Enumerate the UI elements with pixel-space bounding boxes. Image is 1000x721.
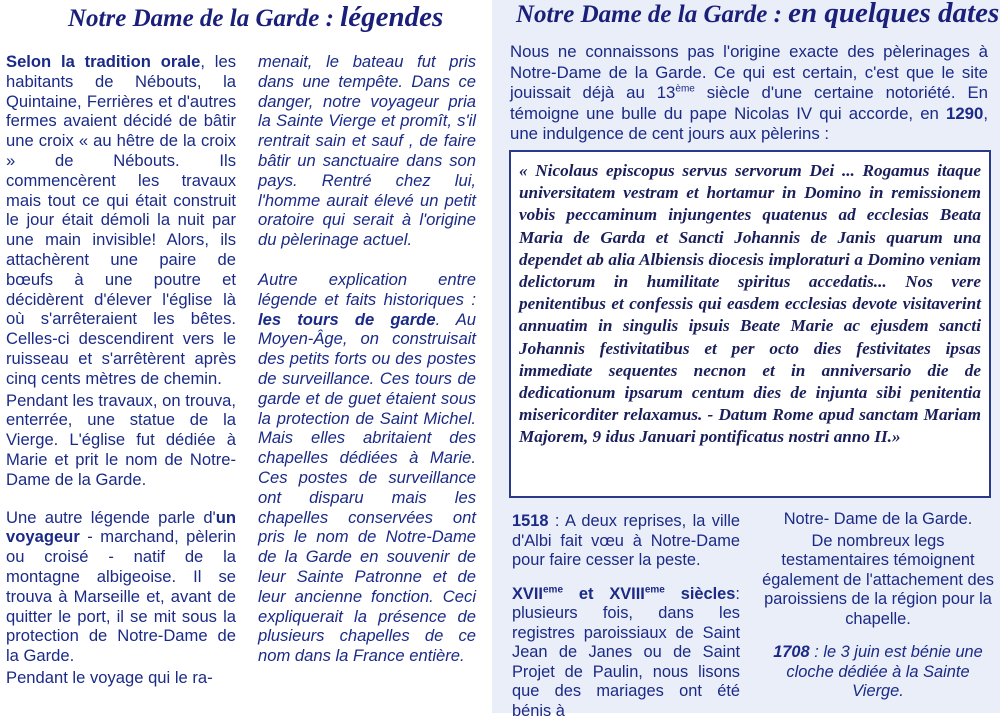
date-1518: 1518 (512, 512, 548, 530)
dates-title-emphasis: en quelques dates (788, 0, 999, 29)
century-18: et XVIII (563, 585, 645, 603)
legends-paragraph-4: Pendant le voyage qui le ra- (6, 668, 236, 688)
date-entry-centuries (512, 585, 740, 721)
legends-title-emphasis: légendes (340, 1, 443, 33)
centuries-text: : plusieurs fois, dans les registres paroissiaux de Saint Jean de Janes ou de Saint Projet de Paulin, nous lisons que des mariages ont été bénis à (512, 585, 740, 720)
legends-paragraph-6 (258, 270, 476, 666)
papal-bull-quote: « Nicolaus episcopus servus servorum Dei ... Rogamus itaque universitatem vestram et hortamur in Domino in remissionem vobis peccaminum injungentes quatenus ad ecclesias Beata Maria de Garda et Sancti Johannis de Janis quarum una dependet ab alia Albiensis diocesis imploraturi a Domino veniam delictorum in humilitate spiritus accedatis... Nos vere penitentibus et confessis qui easdem ecclesias devote visitaverint annuatim in singulis ipsuis Beate Marie ac ejusdem sancti Johannis festivitatibus et per octo dies festivitates ipsas immediate sequentes necnon et in anniversario die de dedicationum ipsarum centum dies de injunta sibi penitentia misericorditer relaxamus. - Datum Rome apud sanctam Mariam Majorem, 9 idus Januari pontificatus nostri anno II.» (519, 160, 981, 449)
date-1708-text: : le 3 juin est bénie une cloche dédiée à la Sainte Vierge. (786, 643, 982, 700)
intro-superscript: ème (675, 83, 694, 94)
intro-year: 1290 (946, 104, 983, 123)
legends-title (68, 2, 443, 34)
intro-text-b: siècle d'une certaine notoriété. En témoigne une bulle du pape Nicolas IV qui accorde, en (510, 83, 988, 123)
date-1708: 1708 (773, 643, 809, 661)
intro-text-c: , une indulgence de cent jours aux pèlerins : (510, 104, 988, 144)
century-17: XVII (512, 585, 543, 603)
century-17-sup: eme (543, 584, 563, 595)
papal-bull-quote-box (509, 150, 991, 498)
date-1518-text: : A deux reprises, la ville d'Albi fait vœu à Notre-Dame pour faire cesser la peste. (512, 512, 740, 569)
centuries-label (512, 585, 735, 603)
dates-paragraph-legacies: De nombreux legs testamentaires témoignent également de l'attachement des paroissiens de la région pour la chapelle. (762, 532, 994, 630)
legends-column-1 (6, 52, 236, 688)
oral-tradition-label: Selon la tradition orale (6, 52, 200, 71)
legends-column-2 (258, 52, 476, 666)
legends-paragraph-3 (6, 508, 236, 666)
dates-column-1 (512, 512, 740, 721)
oral-tradition-text: , les habitants de Nébouts, la Quintaine, Ferrières et d'autres fermes avaient décidé de bâtir une croix « au hêtre de la croix » de Nébouts. Ils commencèrent les travaux mais tout ce qui était construit le jour était démoli la nuit par une main invisible! Alors, ils attachèrent une paire de bœufs à une poutre et décidèrent d'élever l'église là où s'arrêteraient les bêtes. Celles-ci descendirent vers le ruisseau et s'arrêtèrent après cinq cents mètres de chemin. (6, 52, 236, 388)
voyager-intro: Une autre légende parle d' (6, 508, 216, 527)
date-entry-1518 (512, 512, 740, 571)
legends-title-main: Notre Dame de la Garde : (68, 5, 340, 32)
date-entry-1708 (762, 643, 994, 702)
voyager-text: - marchand, pèlerin ou croisé - natif de la montagne albigeoise. Il se trouva à Marseille et, avant de quitter le port, il se mit sous la protection de Notre-Dame de la Garde. (6, 527, 236, 665)
voyager-label: un voyageur (6, 508, 236, 547)
dates-title-main: Notre Dame de la Garde : (516, 1, 788, 28)
legends-paragraph-5: menait, le bateau fut pris dans une tempête. Dans ce danger, notre voyageur pria la Sainte Vierge et promît, s'il rentrait sain et sauf , de faire bâtir un sanctuaire dans son pays. Rentré chez lui, l'homme aurait élevé un petit oratoire qui serait à l'origine du pèlerinage actuel. (258, 52, 476, 250)
guard-towers-intro: Autre explication entre légende et faits historiques : (258, 270, 476, 309)
guard-towers-label: les tours de garde (258, 310, 436, 329)
dates-title (516, 0, 999, 30)
legends-paragraph-1 (6, 52, 236, 389)
legends-paragraph-2: Pendant les travaux, on trouva, enterrée, une statue de la Vierge. L'église fut dédiée à Marie et prit le nom de Notre-Dame de la Garde. (6, 391, 236, 490)
century-18-sup: eme (645, 584, 665, 595)
dates-column-2 (762, 510, 994, 702)
dates-intro (510, 42, 988, 145)
centuries-word: siècles (665, 585, 736, 603)
guard-towers-text: . Au Moyen-Âge, on construisait des petits forts ou des postes de surveillance. Ces tours de garde et de guet étaient sous la protection de Saint Michel. Mais elles abritaient des chapelles dédiées à Marie. Ces postes de surveillance ont disparu mais les chapelles conservées ont pris le nom de Notre-Dame de la Garde en souvenir de leur Sainte Patronne et de leur ancienne fonction. Ceci expliquerait la présence de plusieurs chapelles de ce nom dans la France entière. (258, 310, 476, 666)
intro-text-a: Nous ne connaissons pas l'origine exacte des pèlerinages à Notre-Dame de la Garde. Ce qui est certain, c'est que le site jouissait déjà au 13 (510, 42, 988, 102)
dates-paragraph-continued: Notre- Dame de la Garde. (762, 510, 994, 530)
